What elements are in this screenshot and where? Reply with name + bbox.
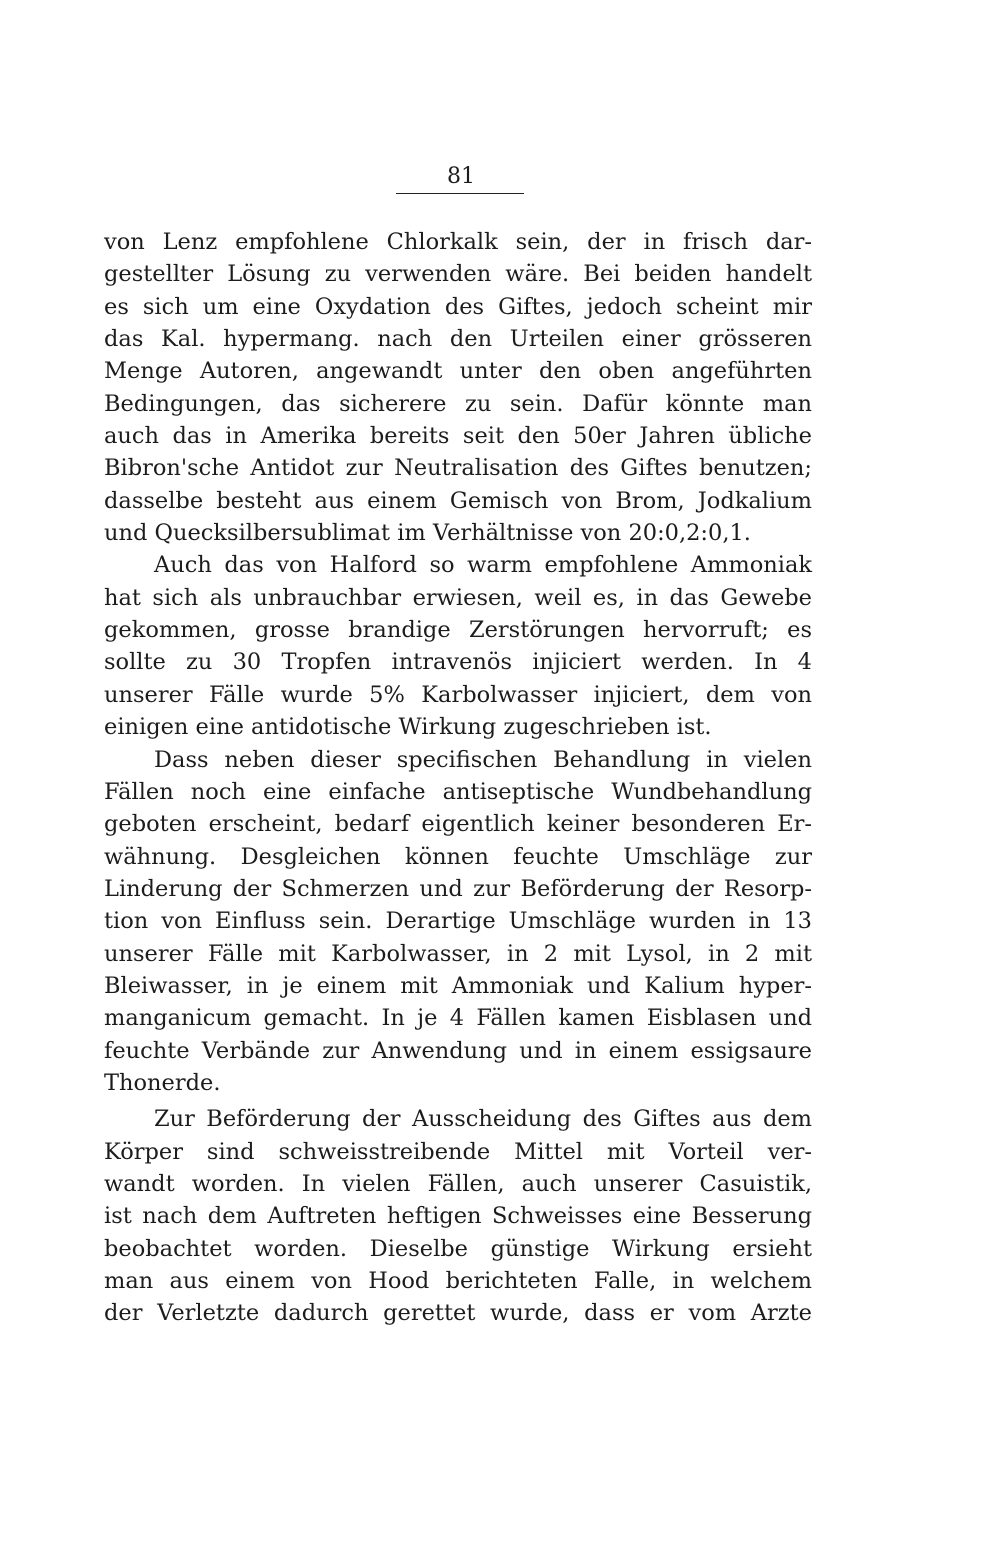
text-line: gekommen, grosse brandige Zerstörungen hervorruft; es [104, 617, 812, 644]
text-line: Bleiwasser, in je einem mit Ammoniak und Kalium hyper- [104, 972, 812, 999]
text-line: auch das in Amerika bereits seit den 50er Jahren übliche [104, 423, 812, 450]
paragraph-2 [104, 549, 812, 743]
text-line: geboten erscheint, bedarf eigentlich keiner besonderen Er- [104, 811, 812, 838]
text-line: man aus einem von Hood berichteten Falle, in welchem [104, 1268, 812, 1294]
text-line: Fällen noch eine einfache antiseptische Wundbehandlung [104, 778, 812, 805]
header-rule [396, 193, 524, 194]
text-line: und Quecksilbersublimat im Verhältnisse von 20:0,2:0,1. [104, 520, 751, 547]
page-number: 81 [447, 164, 475, 189]
paragraph-1 [104, 226, 812, 549]
text-line: wähnung. Desgleichen können feuchte Umschläge zur [104, 843, 812, 870]
text-line: gestellter Lösung zu verwenden wäre. Bei beiden handelt [104, 261, 812, 288]
text-line: sollte zu 30 Tropfen intravenös injiciert werden. In 4 [104, 649, 812, 676]
text-line: einigen eine antidotische Wirkung zugeschrieben ist. [104, 714, 712, 741]
text-line: Auch das von Halford so warm empfohlene Ammoniak [154, 552, 812, 579]
text-line: Menge Autoren, angewandt unter den oben angeführten [104, 358, 812, 385]
text-line: Linderung der Schmerzen und zur Beförderung der Resorp- [104, 875, 812, 902]
text-line: manganicum gemacht. In je 4 Fällen kamen Eisblasen und [104, 1005, 812, 1032]
text-line: es sich um eine Oxydation des Giftes, jedoch scheint mir [104, 293, 812, 320]
text-line: der Verletzte dadurch gerettet wurde, dass er vom Arzte [104, 1300, 812, 1327]
text-line: unserer Fälle mit Karbolwasser, in 2 mit Lysol, in 2 mit [104, 940, 812, 967]
body-text [104, 226, 812, 1330]
text-line: hat sich als unbrauchbar erwiesen, weil es, in das Gewebe [104, 584, 812, 611]
text-line: von Lenz empfohlene Chlorkalk sein, der in frisch dar- [104, 229, 812, 255]
text-line: das Kal. hypermang. nach den Urteilen einer grösseren [104, 326, 812, 353]
text-line: dasselbe besteht aus einem Gemisch von Brom, Jodkalium [104, 487, 812, 514]
text-line: Zur Beförderung der Ausscheidung des Giftes aus dem [154, 1106, 812, 1133]
text-line: tion von Einfluss sein. Derartige Umschläge wurden in 13 [104, 908, 812, 935]
text-line: Bedingungen, das sicherere zu sein. Dafür könnte man [104, 390, 812, 417]
text-line: Dass neben dieser specifischen Behandlung in vielen [154, 746, 812, 773]
text-line: beobachtet worden. Dieselbe günstige Wirkung ersieht [104, 1235, 812, 1262]
text-line: Thonerde. [104, 1069, 221, 1096]
paragraph-4 [104, 1103, 812, 1329]
text-line: Bibron'sche Antidot zur Neutralisation des Giftes benutzen; [104, 455, 812, 482]
text-line: Körper sind schweisstreibende Mittel mit Vorteil ver- [104, 1138, 812, 1165]
paragraph-3 [104, 744, 812, 1100]
text-line: unserer Fälle wurde 5% Karbolwasser injiciert, dem von [104, 681, 812, 708]
text-line: feuchte Verbände zur Anwendung und in einem essigsaure [104, 1037, 812, 1064]
text-line: wandt worden. In vielen Fällen, auch unserer Casuistik, [104, 1170, 812, 1197]
text-line: ist nach dem Auftreten heftigen Schweisses eine Besserung [104, 1203, 812, 1230]
